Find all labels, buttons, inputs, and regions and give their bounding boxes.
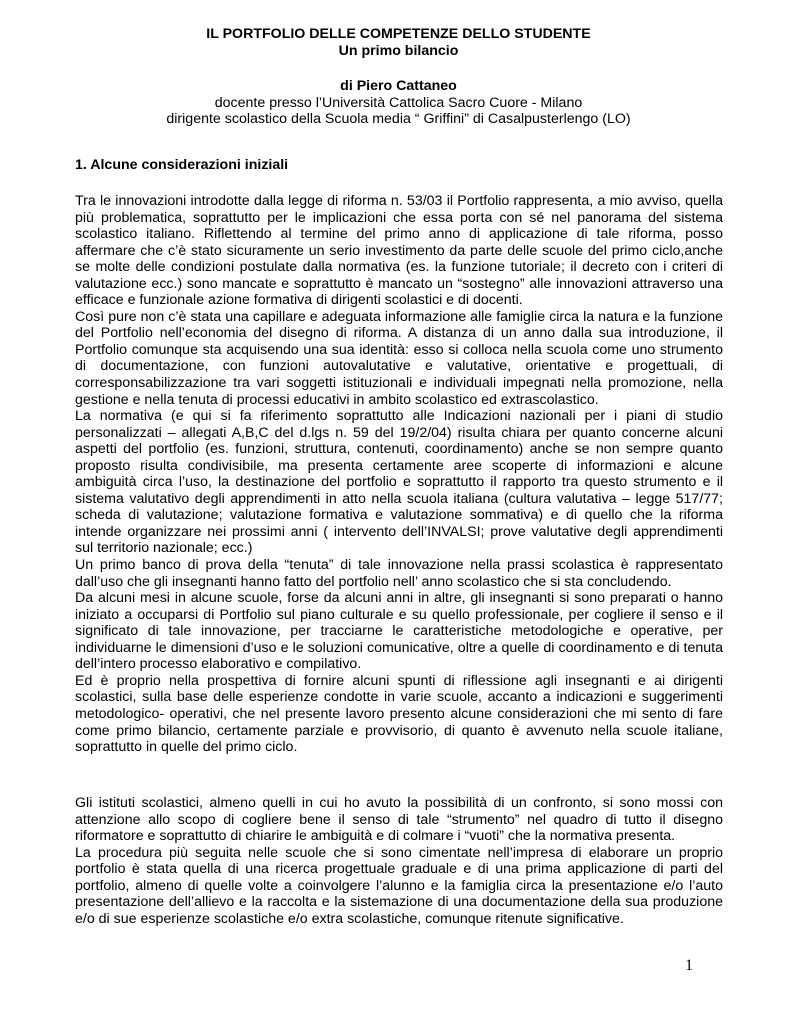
section-heading: 1. Alcune considerazioni iniziali <box>75 157 289 173</box>
author-block <box>75 78 722 128</box>
paragraph: La procedura più seguita nelle scuole che si sono cimentate nell’impresa di elaborare un proprio portfolio è stata quella di una ricerca progettuale graduale e di una prima applicazione di parti del portfolio, almeno di quelle volte a coinvolgere l’alunno e la famiglia circa la presentazione e/o l’auto presentazione dell’allievo e la raccolta e la sistemazione di una documentazione della sua produzione e/o di sue esperienze scolastiche e/o extra scolastiche, comunque ritenute significative. <box>75 844 723 927</box>
paragraph: Così pure non c’è stata una capillare e adeguata informazione alle famiglie circa la natura e la funzione del Portfolio nell’economia del disegno di riforma. A distanza di un anno dalla sua introduzione, il Portfolio comunque sta acquisendo una sua identità: esso si colloca nella scuola come uno strumento di documentazione, con funzioni autovalutative e valutative, orientative e progettuali, di corresponsabilizzazione tra vari soggetti istituzionali e individuali impegnati nella promozione, nella gestione e nella tenuta di processi educativi in ambito scolastico ed extrascolastico. <box>75 308 723 408</box>
paragraph: Ed è proprio nella prospettiva di fornire alcuni spunti di riflessione agli insegnanti e ai dirigenti scolastici, sulla base delle esperienze condotte in varie scuole, accanto a indicazioni e suggerimenti metodologico- operativi, che nel presente lavoro presento alcune considerazioni che mi sento di fare come primo bilancio, certamente parziale e provvisorio, di quanto è avvenuto nella scuole italiane, soprattutto in quelle del primo ciclo. <box>75 672 723 756</box>
body-block-1 <box>75 193 723 756</box>
author-affiliation-university: docente presso l’Università Cattolica Sacro Cuore - Milano <box>214 94 583 111</box>
paragraph: Gli istituti scolastici, almeno quelli in cui ho avuto la possibilità di un confronto, si sono mossi con attenzione allo scopo di cogliere bene il senso di tale “strumento” nel quadro di tutto il disegno riformatore e soprattutto di chiarire le ambiguità e di colmare i “vuoti” che la normativa presenta. <box>75 795 723 845</box>
document-title: IL PORTFOLIO DELLE COMPETENZE DELLO STUDENTE <box>206 26 591 42</box>
title-block <box>75 26 722 59</box>
paragraph: Da alcuni mesi in alcune scuole, forse da alcuni anni in altre, gli insegnanti si sono preparati o hanno iniziato a occuparsi di Portfolio sul piano culturale e su quello professionale, per cogliere il senso e il significato di tale innovazione, per tracciarne le caratteristiche metodologiche e operative, per individuarne le dimensioni d’uso e le soluzioni comunicative, oltre a quelle di coordinamento e di tenuta dell’intero processo elaborativo e compilativo. <box>75 590 723 673</box>
paragraph: Un primo banco di prova della “tenuta” di tale innovazione nella prassi scolastica è rappresentato dall’uso che gli insegnanti hanno fatto del portfolio nell’ anno scolastico che si sta concludendo. <box>75 557 723 590</box>
page-number: 1 <box>685 957 693 974</box>
document-subtitle: Un primo bilancio <box>338 42 459 59</box>
paragraph: La normativa (e qui si fa riferimento soprattutto alle Indicazioni nazionali per i piani di studio personalizzati – allegati A,B,C del d.lgs n. 59 del 19/2/04) risulta chiara per quanto concerne alcuni aspetti del portfolio (es. funzioni, struttura, contenuti, coordinamento) anche se non sempre quanto proposto risulta condivisibile, ma presenta certamente aree scoperte di informazioni e alcune ambiguità circa l’uso, la destinazione del portfolio e soprattutto il rapporto tra questo strumento e il sistema valutativo degli apprendimenti in atto nella scuola italiana (cultura valutativa – legge 517/77; scheda di valutazione; valutazione formativa e valutazione sommativa) e di quello che la riforma intende organizzare nei prossimi anni ( intervento dell’INVALSI; prove valutative degli apprendimenti sul territorio nazionale; ecc.) <box>75 408 723 557</box>
author-affiliation-school: dirigente scolastico della Scuola media “ Griffini” di Casalpusterlengo (LO) <box>166 111 631 128</box>
author-name: di Piero Cattaneo <box>340 78 457 94</box>
body-block-2 <box>75 795 723 927</box>
paragraph: Tra le innovazioni introdotte dalla legge di riforma n. 53/03 il Portfolio rappresenta, a mio avviso, quella più problematica, soprattutto per le implicazioni che essa porta con sé nel panorama del sistema scolastico italiano. Riflettendo al termine del primo anno di applicazione di tale riforma, posso affermare che c’è stato sicuramente un serio investimento da parte delle scuole del primo ciclo,anche se molte delle condizioni postulate dalla normativa (es. la funzione tutoriale; il decreto con i criteri di valutazione ecc.) sono mancate e soprattutto è mancato un “sostegno” alle innovazioni attraverso una efficace e funzionale azione formativa di dirigenti scolastici e di docenti. <box>75 193 723 309</box>
